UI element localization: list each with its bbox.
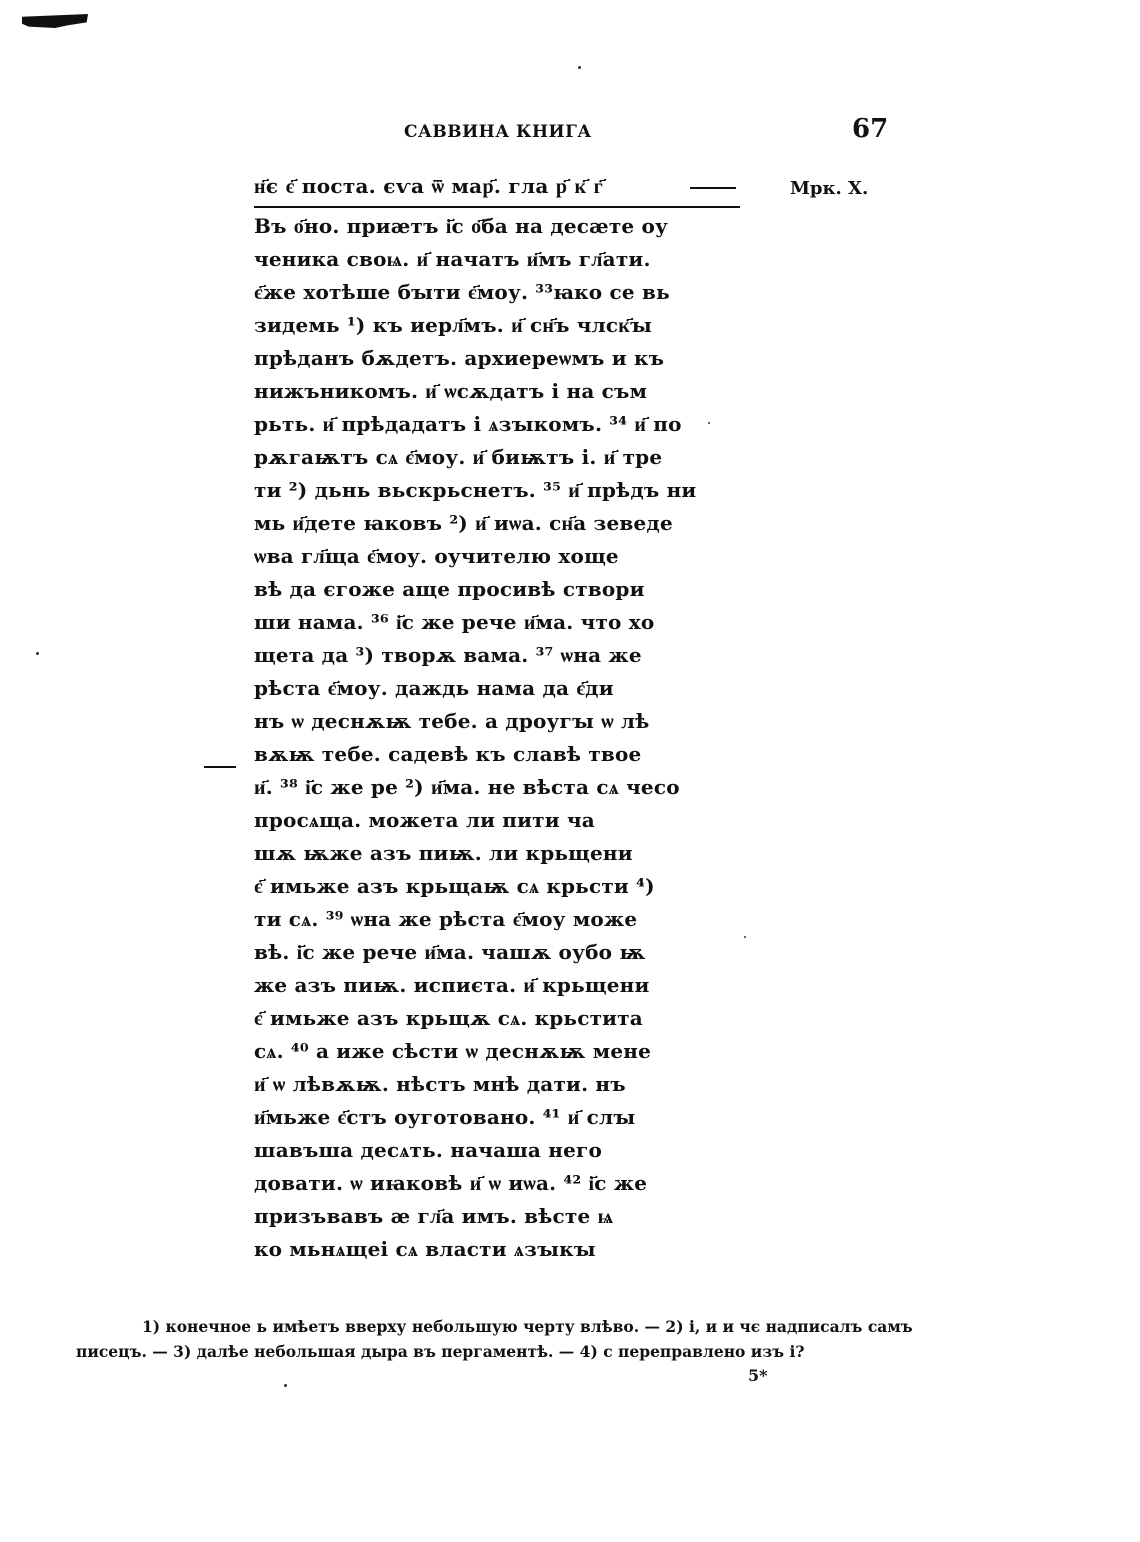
- text-line: и҃. ³⁸ і҃с же ре ²) и҃ма. не вѣста сѧ чесо: [254, 775, 680, 799]
- section-heading: н҃є є҃ поста. єѵа ѿ мар҃. гла р҃ к҃ г҃: [254, 174, 604, 198]
- speck: [578, 66, 581, 69]
- text-line: щета да ³) творѫ вама. ³⁷ ѡна же: [254, 643, 642, 667]
- footnotes: [76, 1314, 913, 1364]
- heading-rule: [254, 206, 740, 208]
- text-line: шѫ ѭже азъ пиѭ. ли крьщени: [254, 841, 633, 865]
- margin-dash: [204, 766, 236, 768]
- marginal-reference: Мрк. X.: [790, 178, 869, 199]
- signature-mark: 5*: [748, 1366, 768, 1385]
- text-line: сѧ. ⁴⁰ а иже сѣсти ѡ деснѫѭ мене: [254, 1039, 652, 1063]
- text-line: ко мьнѧщеі сѧ власти ѧзꙑкꙑ: [254, 1237, 596, 1261]
- text-line: довати. ѡ иꙗковѣ и҃ ѡ иѡа. ⁴² і҃с же: [254, 1171, 648, 1195]
- text-line: нижъникомъ. и҃ ѡсѫдатъ і на съм: [254, 379, 648, 403]
- speck: [284, 1384, 287, 1387]
- page-number: 67: [852, 114, 889, 144]
- text-line: є҃же хотѣше бꙑти є҃моу. ³³ꙗко се вь: [254, 280, 670, 304]
- speck: [36, 652, 39, 655]
- text-line: и҃мьже є҃стъ оуготовано. ⁴¹ и҃ слꙑ: [254, 1105, 636, 1129]
- running-head: САВВИНА КНИГА: [404, 122, 592, 142]
- text-line: прѣданъ бѫдетъ. архиереѡмъ и къ: [254, 346, 665, 370]
- text-line: призъвавъ ӕ гл҃а имъ. вѣсте ѩ: [254, 1204, 614, 1228]
- text-line: нъ ѡ деснѫѭ тебе. а дроугꙑ ѡ лѣ: [254, 709, 650, 733]
- footnote-line: писецъ. — 3) далѣе небольшая дыра въ пергаментѣ. — 4) с переправлено изъ і?: [76, 1342, 805, 1361]
- text-line: мь и҃дете ꙗковъ ²) и҃ иѡа. сн҃а зеведе: [254, 511, 673, 535]
- text-line: вѫѭ тебе. садевѣ къ славѣ твое: [254, 742, 642, 766]
- main-text: [254, 210, 724, 1266]
- text-line: рѣста є҃моу. даждь нама да є҃ди: [254, 676, 614, 700]
- text-line: вѣ. і҃с же рече и҃ма. чашѫ оубо ѭ: [254, 940, 646, 964]
- text-line: ти ²) дьнь вьскрьснетъ. ³⁵ и҃ прѣдъ ни: [254, 478, 697, 502]
- text-line: є҃ имьже азъ крьщѫ сѧ. крьстита: [254, 1006, 643, 1030]
- speck: [744, 936, 746, 938]
- text-line: вѣ да єгоже аще просивѣ створи: [254, 577, 645, 601]
- text-line: же азъ пиѭ. испиєта. и҃ крьщени: [254, 973, 650, 997]
- text-line: ши нама. ³⁶ і҃с же рече и҃ма. что хо: [254, 610, 655, 634]
- text-line: рьть. и҃ прѣдадатъ і ѧзꙑкомъ. ³⁴ и҃ по: [254, 412, 682, 436]
- ink-blot: [22, 14, 88, 28]
- text-line: просѧща. можета ли пити ча: [254, 808, 595, 832]
- text-line: ченика своѩ. и҃ начатъ и҃мъ гл҃ати.: [254, 247, 651, 271]
- text-line: є҃ имьже азъ крьщаѭ сѧ крьсти ⁴): [254, 874, 655, 898]
- text-line: шавъша десѧть. начаша него: [254, 1138, 603, 1162]
- text-line: ѡва гл҃ща є҃моу. оучителю хоще: [254, 544, 619, 568]
- text-line: Въ о҃но. приӕтъ і҃с о҃ба на десӕте оу: [254, 214, 669, 238]
- text-line: зидемь ¹) къ иерл҃мъ. и҃ сн҃ъ члск҃ꙑ: [254, 313, 653, 337]
- text-line: рѫгаѭтъ сѧ є҃моу. и҃ биѭтъ і. и҃ тре: [254, 445, 663, 469]
- footnote-line: 1) конечное ь имѣетъ вверху небольшую черту влѣво. — 2) і, и и чє надписалъ самъ: [142, 1317, 913, 1336]
- text-line: и҃ ѡ лѣвѫѭ. нѣстъ мнѣ дати. нъ: [254, 1072, 626, 1096]
- text-line: ти сѧ. ³⁹ ѡна же рѣста є҃моу може: [254, 907, 638, 931]
- heading-dash: [690, 187, 736, 189]
